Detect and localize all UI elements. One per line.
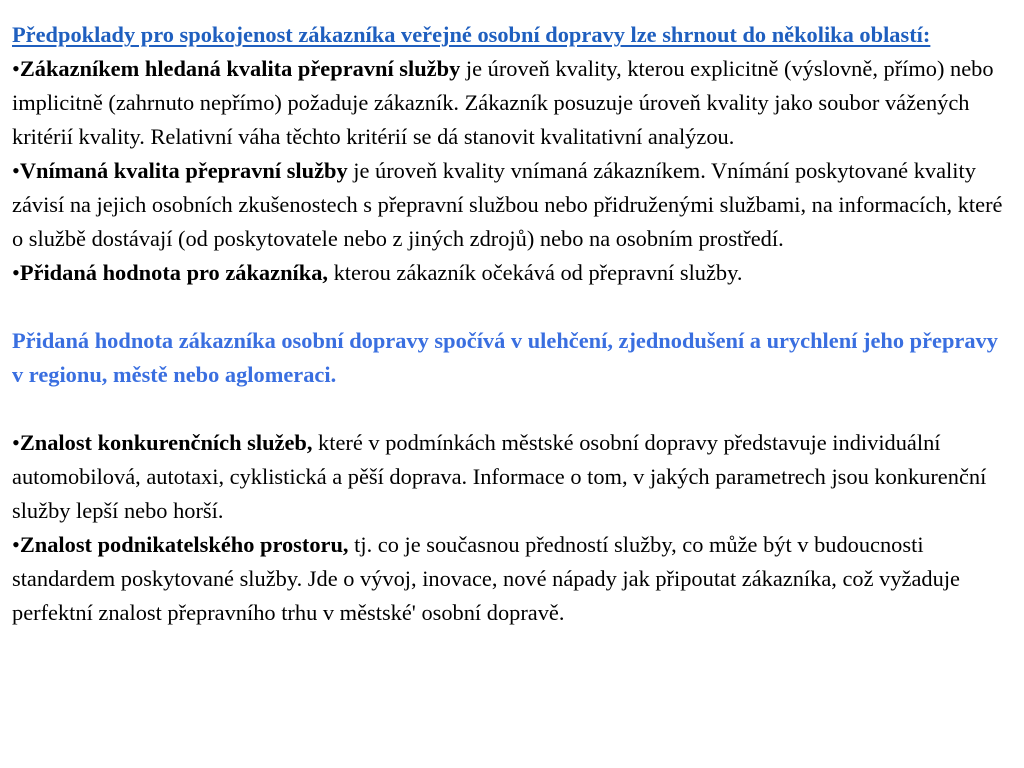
spacer <box>12 290 1010 324</box>
bullet-item-2-bold: Vnímaná kvalita přepravní služby <box>19 158 348 183</box>
bullet-marker: • <box>12 158 20 183</box>
bullet-item-4-bold: Znalost konkurenčních služeb, <box>19 430 313 455</box>
bullet-marker: • <box>12 56 20 81</box>
bullet-item-2 <box>12 154 1010 256</box>
bullet-item-4-text: které v podmínkách městské osobní dopravy představuje individuální automobilová, autotaxi, cyklistická a pěší doprava. Informace o tom, v jakých parametrech jsou konkurenční služby lepší nebo horší. <box>12 430 987 523</box>
bullet-item-1 <box>12 52 1010 154</box>
bullet-item-4 <box>12 426 1010 528</box>
bullet-item-3-text: kterou zákazník očekává od přepravní služby. <box>328 260 743 285</box>
bullet-item-3 <box>12 256 1010 290</box>
slide-heading: Předpoklady pro spokojenost zákazníka veřejné osobní dopravy lze shrnout do několika oblastí: <box>12 22 931 47</box>
spacer <box>12 392 1010 426</box>
bullet-item-1-bold: Zákazníkem hledaná kvalita přepravní služby <box>19 56 461 81</box>
bullet-item-5-text: tj. co je současnou předností služby, co může být v budoucnosti standardem poskytované služby. Jde o vývoj, inovace, nové nápady jak připoutat zákazníka, což vyžaduje perfektní znalost přepravního trhu v městské' osobní dopravě. <box>12 532 960 625</box>
bullet-marker: • <box>12 532 20 557</box>
highlight-statement: Přidaná hodnota zákazníka osobní dopravy spočívá v ulehčení, zjednodušení a urychlení jeho přepravy v regionu, městě nebo aglomeraci. <box>12 328 998 387</box>
bullet-item-1-text: je úroveň kvality, kterou explicitně (výslovně, přímo) nebo implicitně (zahrnuto nepřímo) požaduje zákazník. Zákazník posuzuje úroveň kvality jako soubor vážených kritérií kvality. Relativní váha těchto kritérií se dá stanovit kvalitativní analýzou. <box>12 56 994 149</box>
bullet-item-3-bold: Přidaná hodnota pro zákazníka, <box>19 260 328 285</box>
bullet-marker: • <box>12 260 20 285</box>
bullet-marker: • <box>12 430 20 455</box>
bullet-item-2-text: je úroveň kvality vnímaná zákazníkem. Vnímání poskytované kvality závisí na jejich osobních zkušenostech s přepravní službou nebo přidruženými službami, na informacích, které o službě dostávají (od poskytovatele nebo z jiných zdrojů) nebo na osobním prostředí. <box>12 158 1003 251</box>
bullet-item-5 <box>12 528 1010 630</box>
bullet-item-5-bold: Znalost podnikatelského prostoru, <box>19 532 349 557</box>
